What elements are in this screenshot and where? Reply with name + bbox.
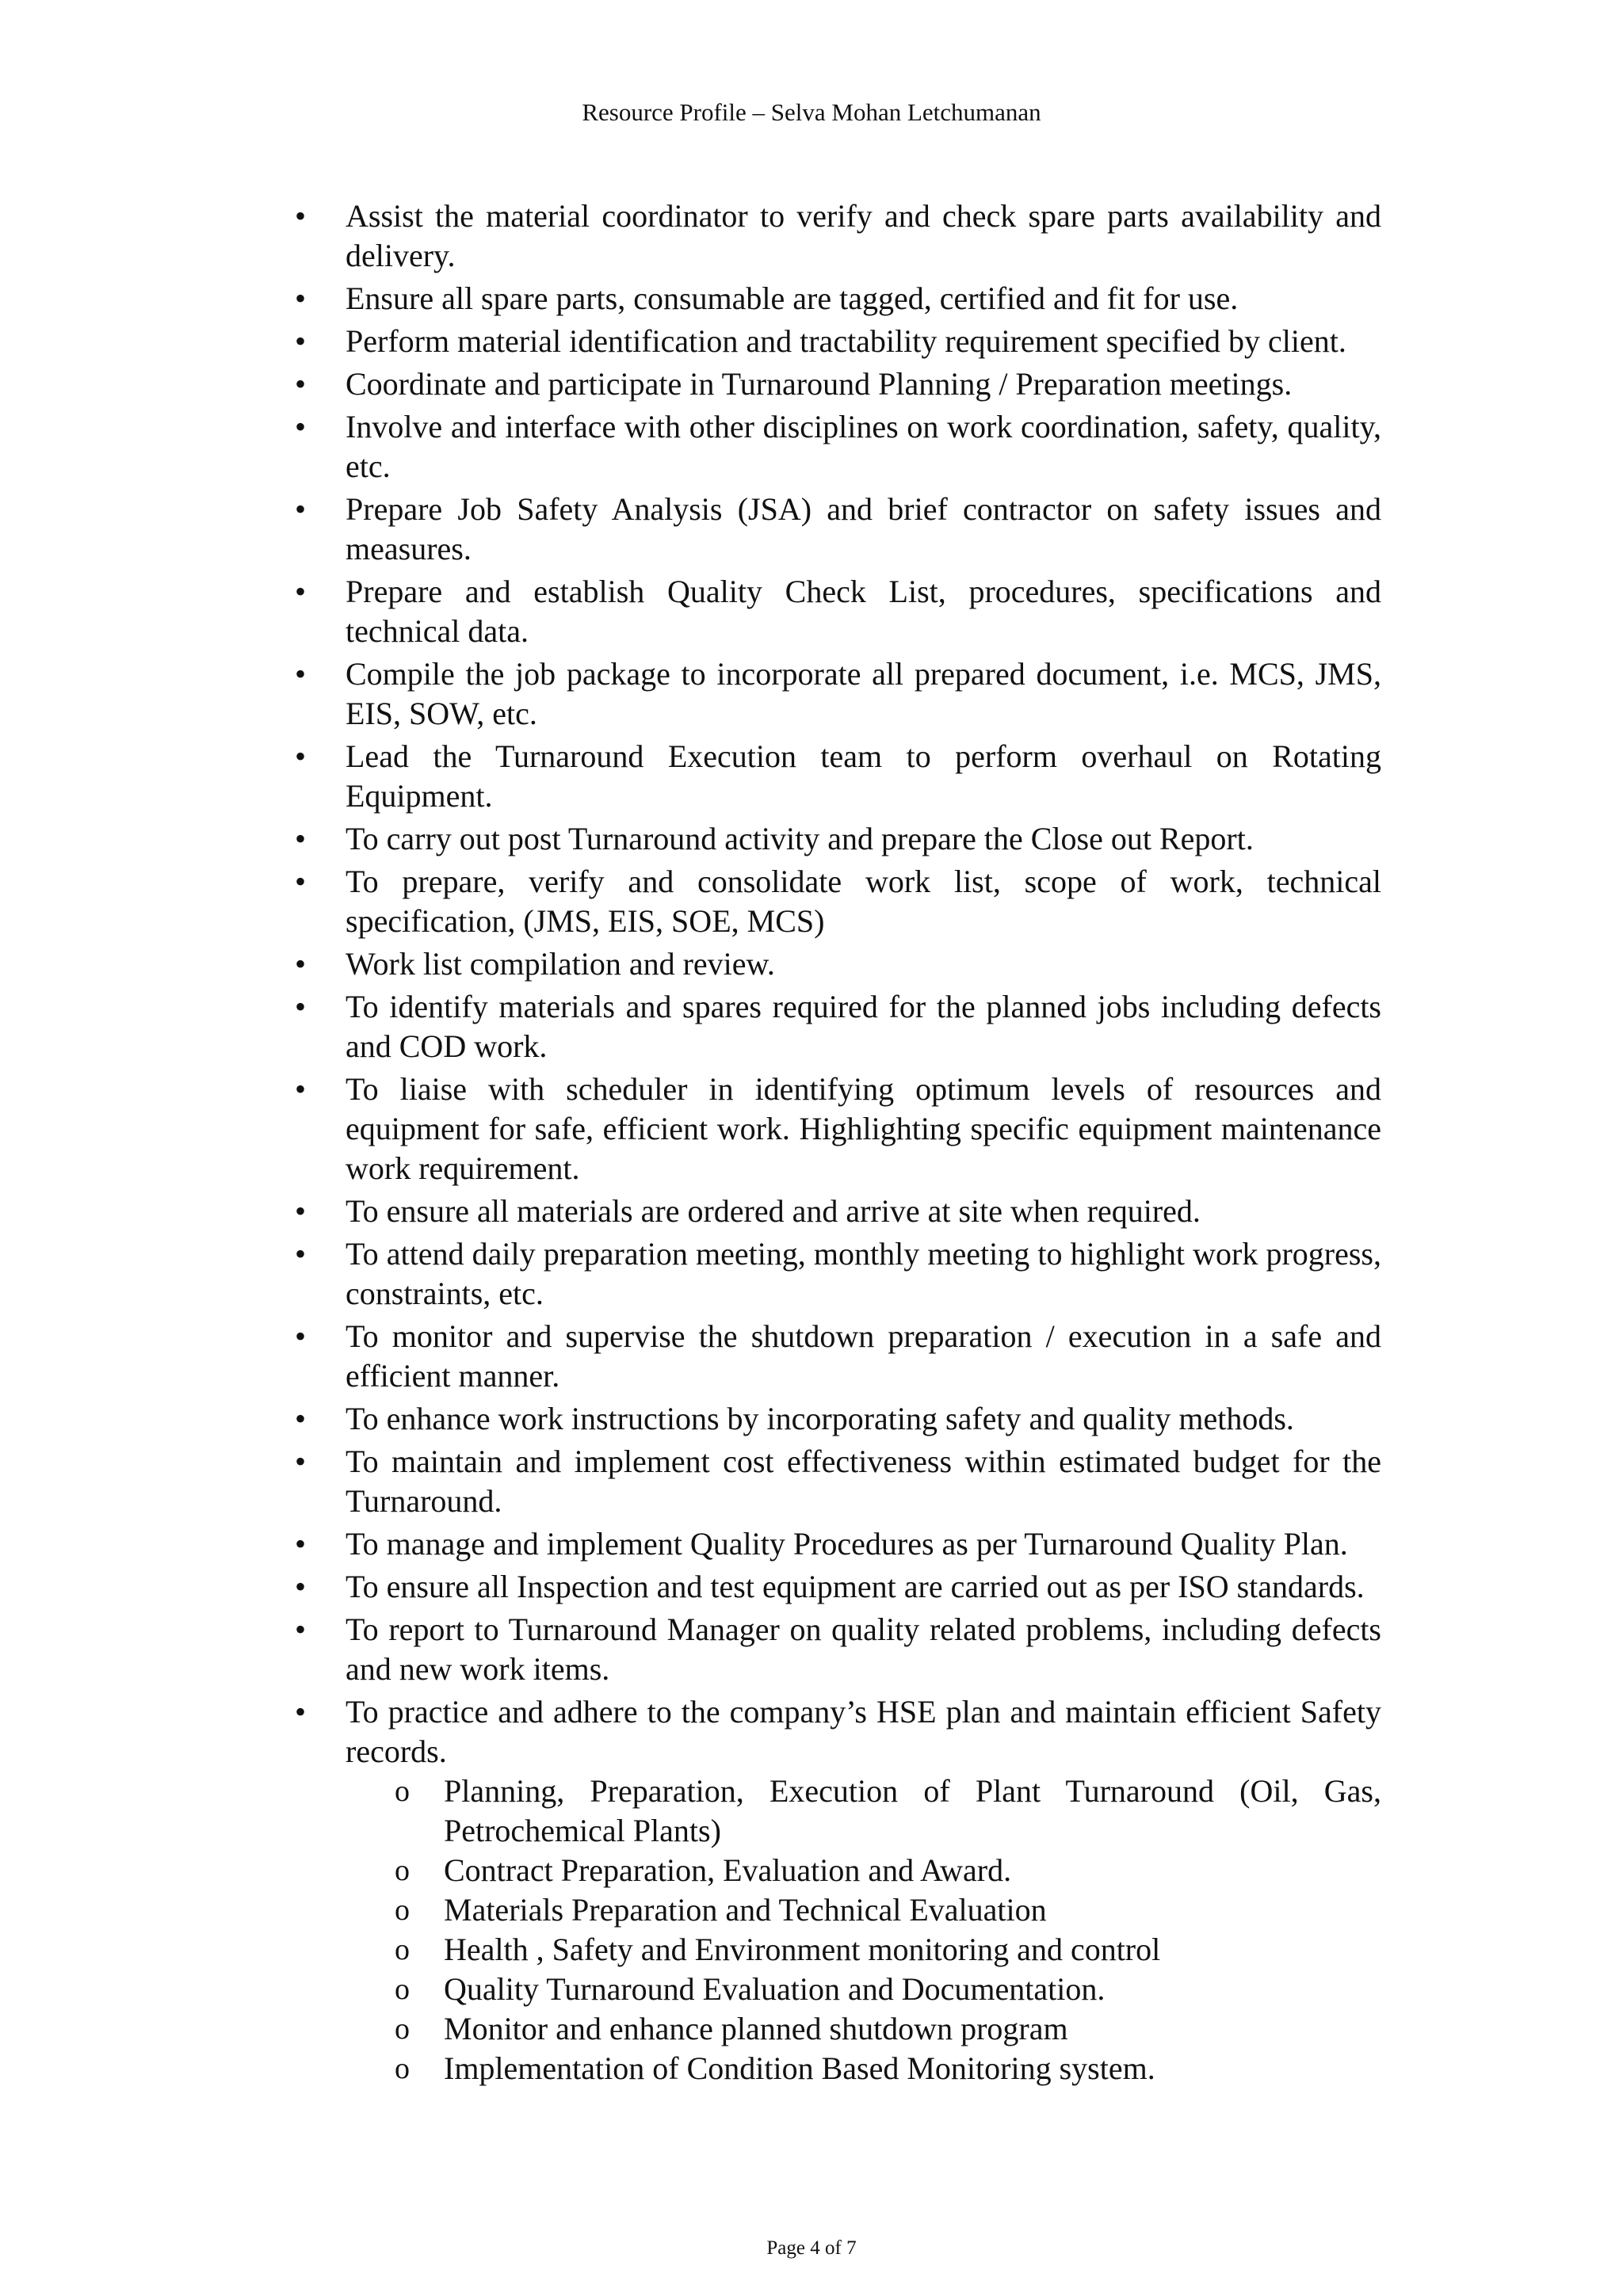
sub-list-item-text: Quality Turnaround Evaluation and Documentation. — [444, 1971, 1106, 2007]
list-item — [295, 1524, 1381, 1564]
list-item-text: To maintain and implement cost effectiveness within estimated budget for the Turnaround. — [346, 1444, 1381, 1519]
list-item — [295, 572, 1381, 651]
bullet-icon: • — [295, 1694, 307, 1730]
list-item — [295, 654, 1381, 734]
list-item — [295, 1317, 1381, 1396]
document-body — [295, 196, 1381, 2092]
bullet-icon: • — [295, 1569, 307, 1604]
list-item — [295, 1192, 1381, 1231]
list-item-text: Coordinate and participate in Turnaround Planning / Preparation meetings. — [346, 366, 1293, 402]
list-item — [295, 862, 1381, 941]
list-item-text: Ensure all spare parts, consumable are tagged, certified and fit for use. — [346, 280, 1239, 316]
bullet-icon: • — [295, 864, 307, 899]
list-item-text: Involve and interface with other disciplines on work coordination, safety, quality, etc. — [346, 409, 1381, 484]
sub-list-item — [395, 2009, 1381, 2049]
sub-list-item-text: Monitor and enhance planned shutdown program — [444, 2011, 1068, 2046]
list-item-text: To carry out post Turnaround activity and prepare the Close out Report. — [346, 821, 1254, 856]
list-item — [295, 737, 1381, 816]
list-item — [295, 1399, 1381, 1439]
bullet-icon: • — [295, 1318, 307, 1354]
list-item — [295, 1442, 1381, 1521]
sub-list-item-text: Materials Preparation and Technical Evaluation — [444, 1892, 1047, 1928]
circle-bullet-icon: o — [395, 1933, 410, 1966]
list-item-text: Prepare Job Safety Analysis (JSA) and brief contractor on safety issues and measures. — [346, 491, 1381, 566]
list-item — [295, 196, 1381, 276]
list-item — [295, 944, 1381, 984]
bullet-icon: • — [295, 946, 307, 982]
list-item — [295, 279, 1381, 318]
sub-list-item-text: Implementation of Condition Based Monitoring system. — [444, 2050, 1155, 2086]
bullet-icon: • — [295, 821, 307, 856]
list-item-text: Assist the material coordinator to verify and check spare parts availability and delivery. — [346, 198, 1381, 273]
bullet-icon: • — [295, 280, 307, 316]
sub-list-item — [395, 1890, 1381, 1930]
competency-sublist — [346, 1772, 1381, 2088]
sub-list-item-text: Contract Preparation, Evaluation and Award. — [444, 1852, 1012, 1888]
bullet-icon: • — [295, 738, 307, 774]
circle-bullet-icon: o — [395, 2012, 410, 2046]
bullet-icon: • — [295, 1071, 307, 1107]
bullet-icon: • — [295, 1444, 307, 1479]
bullet-icon: • — [295, 409, 307, 444]
sub-list-item-text: Health , Safety and Environment monitoring and control — [444, 1932, 1161, 1967]
list-item-text: Perform material identification and tractability requirement specified by client. — [346, 323, 1346, 359]
list-item-text: To ensure all materials are ordered and arrive at site when required. — [346, 1193, 1201, 1229]
circle-bullet-icon: o — [395, 1973, 410, 2006]
sub-list-item — [395, 1930, 1381, 1970]
sub-list-item-text: Planning, Preparation, Execution of Plant Turnaround (Oil, Gas, Petrochemical Plants) — [444, 1773, 1381, 1848]
bullet-icon: • — [295, 656, 307, 692]
sub-list-item — [395, 2049, 1381, 2088]
sub-list-item — [395, 1772, 1381, 1851]
list-item — [295, 1567, 1381, 1607]
list-item-text: Compile the job package to incorporate all prepared document, i.e. MCS, JMS, EIS, SOW, etc. — [346, 656, 1381, 731]
list-item — [295, 490, 1381, 569]
circle-bullet-icon: o — [395, 1775, 410, 1808]
bullet-icon: • — [295, 1236, 307, 1272]
list-item-text: Work list compilation and review. — [346, 946, 775, 982]
bullet-icon: • — [295, 1401, 307, 1436]
circle-bullet-icon: o — [395, 1894, 410, 1927]
bullet-icon: • — [295, 1526, 307, 1562]
bullet-icon: • — [295, 1193, 307, 1229]
sub-list-item — [395, 1851, 1381, 1890]
list-item — [295, 987, 1381, 1066]
list-item-text: To attend daily preparation meeting, monthly meeting to highlight work progress, constraints, etc. — [346, 1236, 1381, 1311]
bullet-icon: • — [295, 491, 307, 527]
responsibilities-list — [295, 196, 1381, 2088]
list-item — [295, 819, 1381, 859]
bullet-icon: • — [295, 323, 307, 359]
list-item-text: To report to Turnaround Manager on quality related problems, including defects and new work items. — [346, 1611, 1381, 1687]
list-item — [295, 1692, 1381, 2088]
list-item-text: To enhance work instructions by incorporating safety and quality methods. — [346, 1401, 1294, 1436]
circle-bullet-icon: o — [395, 2052, 410, 2085]
list-item-text: To prepare, verify and consolidate work list, scope of work, technical specification, (JMS, EIS, SOE, MCS) — [346, 864, 1381, 939]
bullet-icon: • — [295, 574, 307, 609]
page-header: Resource Profile – Selva Mohan Letchumanan — [582, 98, 1041, 126]
list-item-text: Lead the Turnaround Execution team to perform overhaul on Rotating Equipment. — [346, 738, 1381, 814]
list-item — [295, 1234, 1381, 1314]
list-item — [295, 364, 1381, 404]
list-item-text: To ensure all Inspection and test equipment are carried out as per ISO standards. — [346, 1569, 1365, 1604]
list-item-text: To practice and adhere to the company’s HSE plan and maintain efficient Safety records. — [346, 1694, 1381, 1769]
bullet-icon: • — [295, 366, 307, 402]
list-item — [295, 1070, 1381, 1188]
list-item-text: Prepare and establish Quality Check List, procedures, specifications and technical data. — [346, 574, 1381, 649]
bullet-icon: • — [295, 198, 307, 234]
sub-list-item — [395, 1970, 1381, 2009]
list-item — [295, 322, 1381, 361]
page-number: Page 4 of 7 — [766, 2237, 857, 2259]
list-item-text: To manage and implement Quality Procedures as per Turnaround Quality Plan. — [346, 1526, 1348, 1562]
list-item-text: To monitor and supervise the shutdown preparation / execution in a safe and efficient manner. — [346, 1318, 1381, 1394]
list-item-text: To liaise with scheduler in identifying optimum levels of resources and equipment for safe, efficient work. Highlighting specific equipment maintenance work requirement. — [346, 1071, 1381, 1186]
list-item-text: To identify materials and spares required for the planned jobs including defects and COD work. — [346, 989, 1381, 1064]
list-item — [295, 407, 1381, 486]
list-item — [295, 1610, 1381, 1689]
bullet-icon: • — [295, 1611, 307, 1647]
bullet-icon: • — [295, 989, 307, 1024]
circle-bullet-icon: o — [395, 1854, 410, 1887]
